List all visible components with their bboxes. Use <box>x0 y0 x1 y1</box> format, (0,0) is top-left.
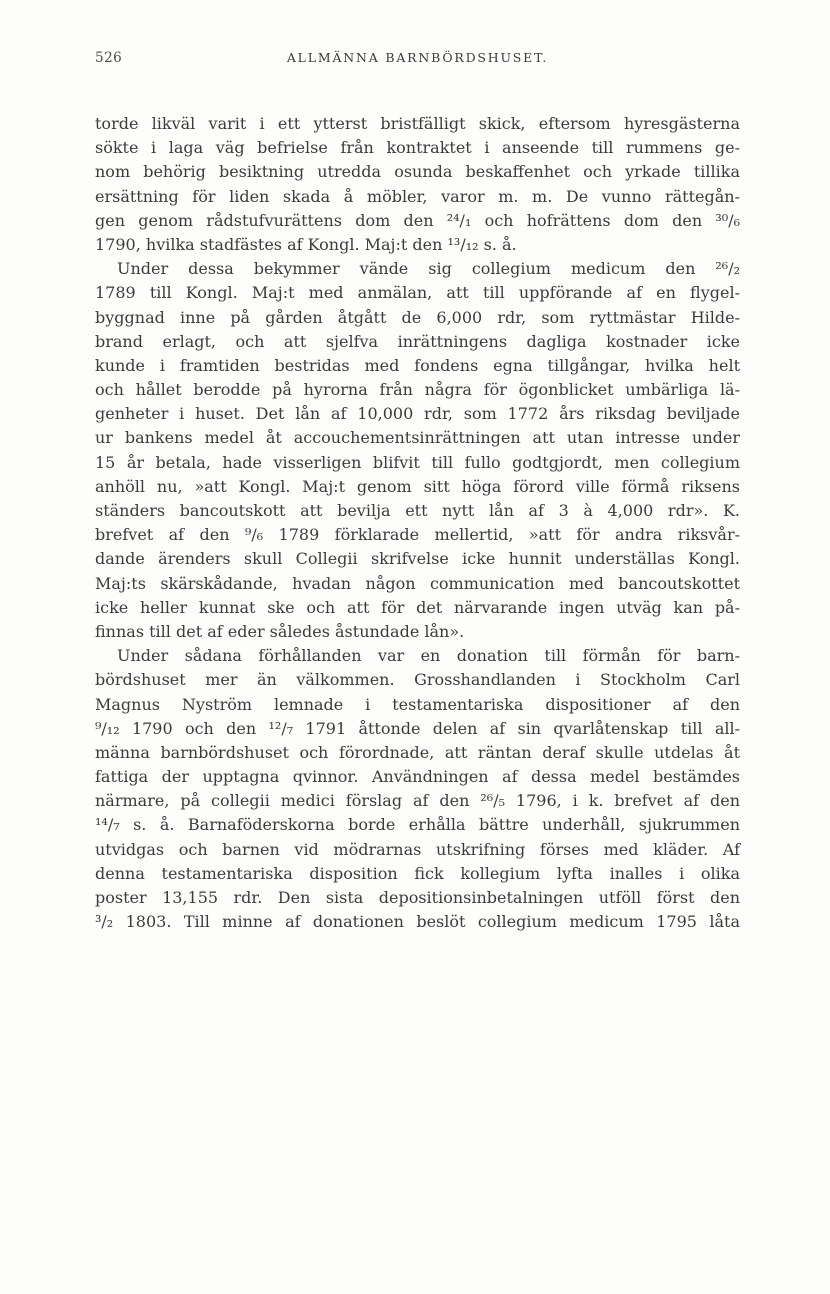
text-line: sökte i laga väg befrielse från kontraktet i anseende till rummens ge- <box>95 138 740 158</box>
text-line: 15 år betala, hade visserligen blifvit till fullo godtgjordt, men collegium <box>95 452 740 472</box>
running-title: ALLMÄNNA BARNBÖRDSHUSET. <box>286 50 549 65</box>
text-line: ⁹/₁₂ 1790 och den ¹²/₇ 1791 åttonde delen af sin qvarlåtenskap till all- <box>95 718 740 738</box>
text-line: och hållet berodde på hyrorna från några för ögonblicket umbärliga lä- <box>95 380 740 400</box>
text-line: 1790, hvilka stadfästes af Kongl. Maj:t den ¹³/₁₂ s. å. <box>95 234 517 254</box>
text-line: icke heller kunnat ske och att för det närvarande ingen utväg kan på- <box>95 597 740 617</box>
text-line: Under sådana förhållanden var en donation till förmån för barn- <box>117 646 740 666</box>
text-line: 1789 till Kongl. Maj:t med anmälan, att till uppförande af en flygel- <box>95 283 740 303</box>
text-line: ¹⁴/₇ s. å. Barnaföderskorna borde erhålla bättre underhåll, sjukrummen <box>95 815 740 835</box>
text-line: ständers bancoutskott att bevilja ett nytt lån af 3 à 4,000 rdr». K. <box>95 501 740 520</box>
text-line: byggnad inne på gården åtgått de 6,000 rdr, som ryttmästar Hilde- <box>95 307 740 327</box>
text-line: kunde i framtiden bestridas med fondens egna tillgångar, hvilka helt <box>95 355 740 375</box>
text-line: poster 13,155 rdr. Den sista depositionsinbetalningen utföll först den <box>95 888 740 907</box>
text-line: denna testamentariska disposition fick kollegium lyfta inalles i olika <box>95 863 740 883</box>
body-text <box>95 112 740 934</box>
text-line: närmare, på collegii medici förslag af den ²⁶/₅ 1796, i k. brefvet af den <box>95 791 740 811</box>
text-line: bördshuset mer än välkommen. Grosshandlanden i Stockholm Carl <box>95 670 740 690</box>
text-line: ur bankens medel åt accouchementsinrättningen att utan intresse under <box>95 428 740 448</box>
text-line: Maj:ts skärskådande, hvadan någon communication med bancoutskottet <box>95 573 740 593</box>
text-line: finnas till det af eder således åstundade lån». <box>95 621 465 641</box>
text-line: anhöll nu, »att Kongl. Maj:t genom sitt höga förord ville förmå riksens <box>95 476 740 496</box>
text-line: nom behörig besiktning utredda osunda beskaffenhet och yrkade tillika <box>95 162 740 182</box>
text-line: torde likväl varit i ett ytterst bristfälligt skick, eftersom hyresgästerna <box>95 114 740 133</box>
text-line: genheter i huset. Det lån af 10,000 rdr, som 1772 års riksdag beviljade <box>95 404 740 424</box>
page-number: 526 <box>95 50 123 66</box>
text-line: utvidgas och barnen vid mödrarnas utskrifning förses med kläder. Af <box>95 839 740 859</box>
text-line: dande ärenders skull Collegii skrifvelse icke hunnit underställas Kongl. <box>95 549 740 569</box>
text-line: männa barnbördshuset och förordnade, att räntan deraf skulle utdelas åt <box>95 742 740 762</box>
text-line: fattiga der upptagna qvinnor. Användningen af dessa medel bestämdes <box>95 767 740 787</box>
text-line: brefvet af den ⁹/₆ 1789 förklarade mellertid, »att för andra riksvår- <box>95 525 740 545</box>
text-line: Magnus Nyström lemnade i testamentariska dispositioner af den <box>95 694 740 714</box>
text-line: ³/₂ 1803. Till minne af donationen beslöt collegium medicum 1795 låta <box>95 912 740 932</box>
text-line: ersättning för liden skada å möbler, varor m. m. De vunno rättegån- <box>95 186 740 206</box>
text-line: brand erlagt, och att sjelfva inrättningens dagliga kostnader icke <box>95 331 740 351</box>
text-line: Under dessa bekymmer vände sig collegium medicum den ²⁶/₂ <box>117 259 740 279</box>
page-header <box>95 50 740 74</box>
text-line: gen genom rådstufvurättens dom den ²⁴/₁ och hofrättens dom den ³⁰/₆ <box>95 210 740 230</box>
